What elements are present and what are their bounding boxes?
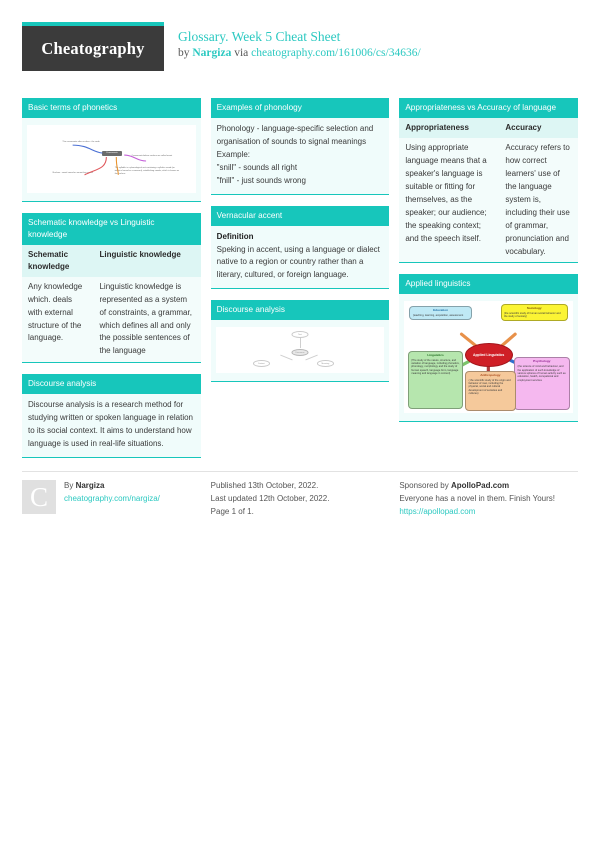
node-connector [305,355,317,360]
page-footer [0,472,600,518]
author-link[interactable]: Nargiza [192,47,232,60]
node-connector [280,355,292,360]
page-title: Glossary. Week 5 Cheat Sheet [178,29,341,44]
footer-sponsor-url[interactable]: https://apollopad.com [399,506,476,516]
diagram-box-education [409,306,471,320]
card-basic-terms-of-phonetics [22,98,201,202]
card-applied-linguistics [399,274,578,422]
mindmap-center-node: Consonants [102,151,122,156]
source-url-link[interactable]: cheatography.com/161006/cs/34636/ [251,47,421,60]
card-title: Basic terms of phonetics [22,98,201,118]
table-header-row [399,118,578,138]
table-header-row [22,245,201,277]
mindmap-branch-nucleus: Nucleus - vowel sound or sonant key sound [52,172,93,175]
byline-prefix: by [178,47,193,60]
phonology-example-1: "snill" - sounds all right [216,162,298,172]
comparison-table-wrap [399,118,578,264]
card-discourse-analysis-left [22,374,201,458]
node-connector [300,337,301,348]
footer-sponsor-tagline: Everyone has a novel in them. Finish Yours! [399,493,555,503]
footer-updated-date: Last updated 12th October, 2022. [210,493,330,503]
card-title: Appropriateness vs Accuracy of language [399,98,578,118]
footer-sponsor-line [399,480,578,493]
table-header-cell: Accuracy [499,118,578,138]
content-columns [22,98,578,469]
card-title: Applied linguistics [399,274,578,294]
avatar: C [22,480,56,514]
page-header [22,22,578,84]
card-title: Discourse analysis [211,300,390,320]
mindmap-branch-syllable: The syllable is a phonological unit containing a syllabic sound (an identical sound or a sonorant), establishing vowels, which is known as the nucleus [114,167,180,175]
card-image-body [399,294,578,422]
column-left [22,98,201,469]
diagram-box-body: (the scientific study of human social behavior and the study of society) [504,311,561,318]
diagram-box-anthropology [465,371,516,411]
diagram-box-title: Sociology [526,305,542,310]
footer-sponsor-name: ApolloPad.com [450,481,510,491]
footer-dates-block [211,480,390,518]
cheatography-logo[interactable] [22,22,164,71]
node-center: Discourse [292,349,309,356]
diagram-box-linguistics [408,351,464,409]
node-top: Text [292,331,309,338]
card-body [22,394,201,458]
table-header-cell: Linguistic knowledge [93,245,200,277]
phonology-example-2: "fnill" - just sounds wrong [216,175,306,185]
table-cell: Using appropriate language means that a speaker's language is suitable or fitting for themselves, as the speaker; our audience; the speaking context; and the speech itself. [399,138,499,263]
card-examples-of-phonology [211,98,390,195]
diagram-center-applied-linguistics: Applied Linguistics [465,343,513,367]
phonology-example-label: Example: [216,149,251,159]
diagram-box-body: (The study of the nature, structure, and variation of language, including phonetics, phonology, morphology and the study of human speech, language form, language meaning and language in context) [411,358,460,375]
card-body [211,226,390,290]
table-cell: Any knowledge which. deals with external structure of the language. [22,277,93,363]
node-bottom-right: Meaning [317,360,334,367]
card-appropriateness-vs-accuracy [399,98,578,263]
byline [178,47,421,59]
table-row [399,138,578,263]
diagram-box-sociology [501,304,568,322]
comparison-table [22,245,201,363]
column-right [399,98,578,469]
diagram-box-psychology [514,357,570,410]
card-paragraph: Discourse analysis is a research method for studying written or spoken language in relation to its social context. It aims to understand how language is used in real-life situations. [28,400,193,449]
diagram-box-title: Anthropology [480,372,501,377]
phonology-definition: Phonology - language-specific selection and organisation of sounds to signal meanings [216,123,374,146]
footer-author-block [22,480,201,518]
comparison-table [399,118,578,263]
table-row [22,277,201,363]
comparison-table-wrap [22,245,201,364]
card-title: Schematic knowledge vs Linguistic knowledge [22,213,201,245]
footer-by-label: By [64,481,76,491]
footer-author-url[interactable]: cheatography.com/nargiza/ [64,493,160,503]
column-middle [211,98,390,469]
card-title: Vernacular accent [211,206,390,226]
title-block [164,22,421,59]
table-header-cell: Schematic knowledge [22,245,93,277]
card-body [211,118,390,195]
footer-by-line [64,480,160,493]
footer-sponsor-block [399,480,578,518]
footer-author-text [64,480,160,518]
logo-text: Cheatography [22,26,164,71]
table-cell: Accuracy refers to how correct learners' use of the language system is, including their use of grammar, pronunciation and vocabulary. [499,138,578,263]
footer-published-date: Published 13th October, 2022. [210,481,319,491]
card-image-body [22,118,201,202]
definition-label: Definition [216,231,254,241]
footer-sponsor-prefix: Sponsored by [399,481,451,491]
discourse-node-diagram [216,327,385,373]
diagram-box-title: Linguistics [427,352,444,357]
mindmap-branch-onset: Consonants before nucleus are called onset [131,154,173,157]
node-bottom-left: Context [253,360,270,367]
footer-page-count: Page 1 of 1. [210,506,254,516]
diagram-box-title: Education [433,307,449,312]
diagram-box-body: (the science of mind and behaviour, and the application of such knowledge of various spheres of human activity such as education, health, occupational and employment services [517,365,566,382]
card-discourse-analysis-middle [211,300,390,382]
byline-via: via [231,47,252,60]
mindmap-connectors [27,125,196,193]
diagram-box-body: (teaching, learning, acquisition, assessment [412,313,464,317]
footer-author-name: Nargiza [75,481,105,491]
phonetics-mindmap-diagram [27,125,196,193]
card-schematic-vs-linguistic [22,213,201,364]
card-title: Examples of phonology [211,98,390,118]
diagram-box-body: ( the scientific study of the origin and behavior of man, including the physical, social and cultural development of societies and cultures) [468,378,511,395]
card-image-body [211,320,390,382]
card-title: Discourse analysis [22,374,201,394]
table-header-cell: Appropriateness [399,118,499,138]
card-vernacular-accent [211,206,390,290]
mindmap-branch-coda: The consonants after nucleus - the coda [62,141,100,144]
diagram-box-title: Psychology [533,359,551,364]
table-cell: Linguistic knowledge is represented as a system of constraints, a grammar, which defines all and only the possible sentences of the language [93,277,200,363]
definition-text: Speking in accent, using a language or dialect native to a region or country rather than a literary, cultured, or foreign language. [216,244,380,280]
applied-linguistics-diagram [404,301,573,413]
